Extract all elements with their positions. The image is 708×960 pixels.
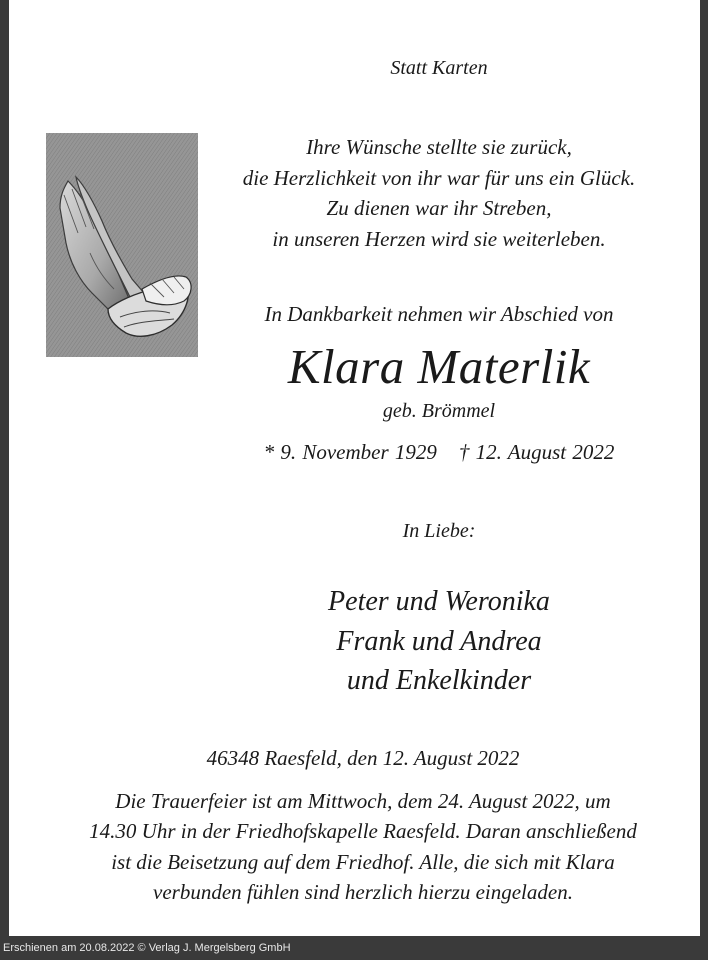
birth-date: * 9. November 1929 bbox=[263, 440, 437, 464]
farewell-intro: In Dankbarkeit nehmen wir Abschied von bbox=[264, 302, 614, 326]
service-line: 14.30 Uhr in der Friedhofskapelle Raesfeld. Daran anschließend bbox=[89, 819, 637, 844]
funeral-service-info bbox=[9, 786, 708, 907]
mourner-line: Frank und Andrea bbox=[336, 625, 542, 657]
place-date: 46348 Raesfeld, den 12. August 2022 bbox=[206, 746, 520, 770]
birth-name: geb. Brömmel bbox=[382, 400, 496, 422]
poem-line: Ihre Wünsche stellte sie zurück, bbox=[306, 135, 572, 159]
mourner-line: Peter und Weronika bbox=[328, 586, 550, 617]
poem-line: die Herzlichkeit von ihr war für uns ein Glück. bbox=[242, 165, 636, 190]
death-date: † 12. August 2022 bbox=[458, 440, 615, 464]
obituary-notice bbox=[9, 0, 700, 936]
life-dates bbox=[209, 440, 669, 465]
poem-line: Zu dienen war ihr Streben, bbox=[326, 196, 552, 220]
love-line: In Liebe: bbox=[402, 520, 476, 542]
service-line: Die Trauerfeier ist am Mittwoch, dem 24. August 2022, um bbox=[115, 789, 611, 813]
header-statt-karten: Statt Karten bbox=[390, 57, 488, 79]
mourner-line: und Enkelkinder bbox=[346, 665, 532, 696]
poem bbox=[209, 132, 669, 254]
praying-hands-icon bbox=[46, 133, 198, 357]
mourners bbox=[209, 582, 669, 701]
poem-line: in unseren Herzen wird sie weiterleben. bbox=[272, 226, 606, 251]
service-line: ist die Beisetzung auf dem Friedhof. Alle, die sich mit Klara bbox=[111, 849, 615, 874]
service-line: verbunden fühlen sind herzlich hierzu eingeladen. bbox=[153, 879, 573, 904]
deceased-name: Klara Materlik bbox=[287, 339, 591, 394]
publication-footer: Erschienen am 20.08.2022 © Verlag J. Mergelsberg GmbH bbox=[3, 942, 291, 954]
